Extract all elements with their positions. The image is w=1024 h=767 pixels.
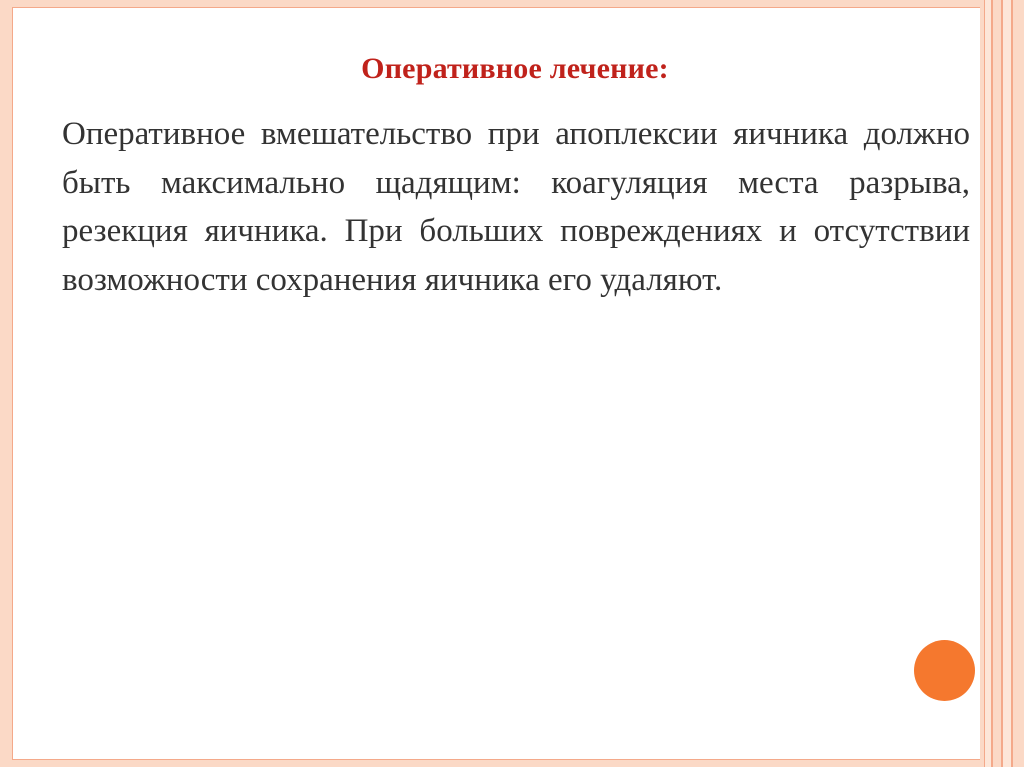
right-stripe-4 [1003,0,1011,767]
right-stripe-3 [993,0,1001,767]
orange-circle-icon [914,640,975,701]
frame-left-border [0,0,12,767]
frame-top-border [0,0,1024,7]
frame-inner-line-top [12,7,980,8]
right-stripe-5 [1013,0,1024,767]
frame-inner-line-bottom [12,759,980,760]
frame-bottom-border [0,760,1024,767]
frame-inner-line-left [12,7,13,760]
slide-body-text: Оперативное вмешательство при апоплексии яичника должно быть максимально щадящим: коагуляция места разрыва, резекция яичника. При больших повреждениях и отсутствии возможности сохранения яичника его удаляют. [62,116,970,298]
slide-title: Оперативное лечение: [361,52,669,85]
